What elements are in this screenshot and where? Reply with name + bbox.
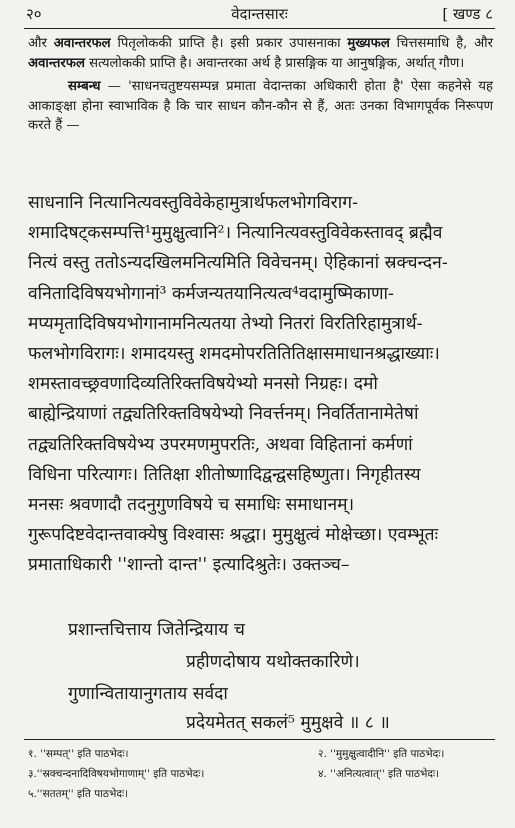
verse-line: प्रशान्तचित्ताय जितेन्द्रियाय च [68, 620, 245, 640]
verse-line: गुणान्वितायानुगताय सर्वदा [68, 684, 228, 704]
footnote-5: ५.''सततम्'' इति पाठभेदः। [28, 788, 129, 800]
footnote-4: ४. ''अनित्यत्वात्'' इति पाठभेदः। [318, 768, 440, 780]
text-line: बाह्येन्द्रियाणां तद्व्यतिरिक्तविषयेभ्यो निवर्त्तनम्। निवर्तितानामेतेषां [28, 404, 419, 425]
intro-text [28, 34, 493, 136]
text-line: नित्यं वस्तु ततोऽन्यदखिलमनित्यमिति विवेचनम्। ऐहिकानां स्रक्चन्दन- [28, 253, 448, 274]
text-line: मप्यमृतादिविषयभोगानामनित्यतया तेभ्यो नितरां विरतिरिहामुत्रार्थ- [28, 313, 423, 334]
text-line: गुरूपदिष्टवेदान्तवाक्येषु विश्वासः श्रद्धा। मुमुक्षुत्वं मोक्षेच्छा। एवम्भूतः [28, 525, 439, 546]
text-run: और [28, 36, 54, 51]
footnote-rule [24, 739, 495, 740]
text-line: विधिना परित्यागः। तितिक्षा शीतोष्णादिद्वन्द्वसहिष्णुता। निगृहीतस्य [28, 464, 421, 485]
page-number: २० [26, 5, 42, 23]
bold-term: मुख्यफल [347, 36, 390, 51]
text-run: सत्यलोककी प्राप्ति है। अवान्तरका अर्थ है प्रासङ्गिक या आनुषङ्गिक, अर्थात् गौण। [84, 55, 465, 71]
running-header [26, 4, 493, 26]
text-line: फलभोगविरागः। शमादयस्तु शमदमोपरतितितिक्षासमाधानश्रद्धाख्याः। [28, 343, 440, 364]
intro-paragraph-1 [28, 34, 493, 73]
footnote-1: १. ''सम्पत्'' इति पाठभेदः। [28, 748, 129, 760]
text-run: चित्तसमाधि है, और [389, 36, 493, 51]
verse-line: प्रदेयमेतत् सकलं⁵ मुमुक्षवे ॥ ८ ॥ [186, 713, 390, 733]
text-line: तद्व्यतिरिक्तविषयेभ्य उपरमणमुपरतिः, अथवा विहितानां कर्मणां [28, 434, 413, 455]
verse-line: प्रहीणदोषाय यथोक्तकारिणे। [186, 652, 360, 672]
text-line: प्रमाताधिकारी ''शान्तो दान्त'' इत्यादिश्रुतेः। उक्तञ्च– [28, 555, 350, 576]
intro-paragraph-2 [28, 77, 493, 136]
running-title: वेदान्तसारः [231, 5, 288, 23]
footnote-2: २. ''मुमुक्षुत्वादीनि'' इति पाठभेदः। [318, 748, 445, 760]
bold-term: सम्बन्ध [68, 79, 101, 94]
text-run: पितृलोककी प्राप्ति है। इसी प्रकार उपासनाका [110, 36, 348, 51]
text-line: वनितादिविषयभोगानां³ कर्मजन्यतयानित्यत्व⁴वदामुष्मिकाणा- [28, 283, 394, 304]
text-line: मनसः श्रवणादौ तदनुगुणविषये च समाधिः समाधानम्। [28, 494, 355, 515]
text-line: साधनानि नित्यानित्यवस्तुविवेकेहामुत्रार्थफलभोगविराग- [28, 193, 358, 213]
bold-term: अवान्तरफल [53, 36, 111, 51]
text-run: — 'साधनचतुष्टयसम्पन्न प्रमाता वेदान्तका अधिकारी होता है' ऐसा कहनेसे यह आकाङ्क्षा होना स्वाभाविक है कि चार साधन कौन-कौन से हैं, अतः उनका विभागपूर्वक निरूपण करते हैं — [28, 79, 493, 133]
footnote-3: ३.''स्रक्चन्दनादिविषयभोगाणाम्'' इति पाठभेदः। [28, 768, 205, 780]
bold-term: अवान्तरफल [28, 55, 85, 71]
header-rule [24, 28, 495, 29]
section-label: [ खण्ड ८ [442, 5, 493, 23]
sanskrit-main-text [28, 188, 493, 580]
text-line: शमादिषट्कसम्पत्ति¹मुमुक्षुत्वानि²। नित्यानित्यवस्तुविवेकस्तावद् ब्रह्मैव [28, 223, 443, 244]
text-line: शमस्तावच्छ्रवणादिव्यतिरिक्तविषयेभ्यो मनसो निग्रहः। दमो [28, 374, 378, 395]
